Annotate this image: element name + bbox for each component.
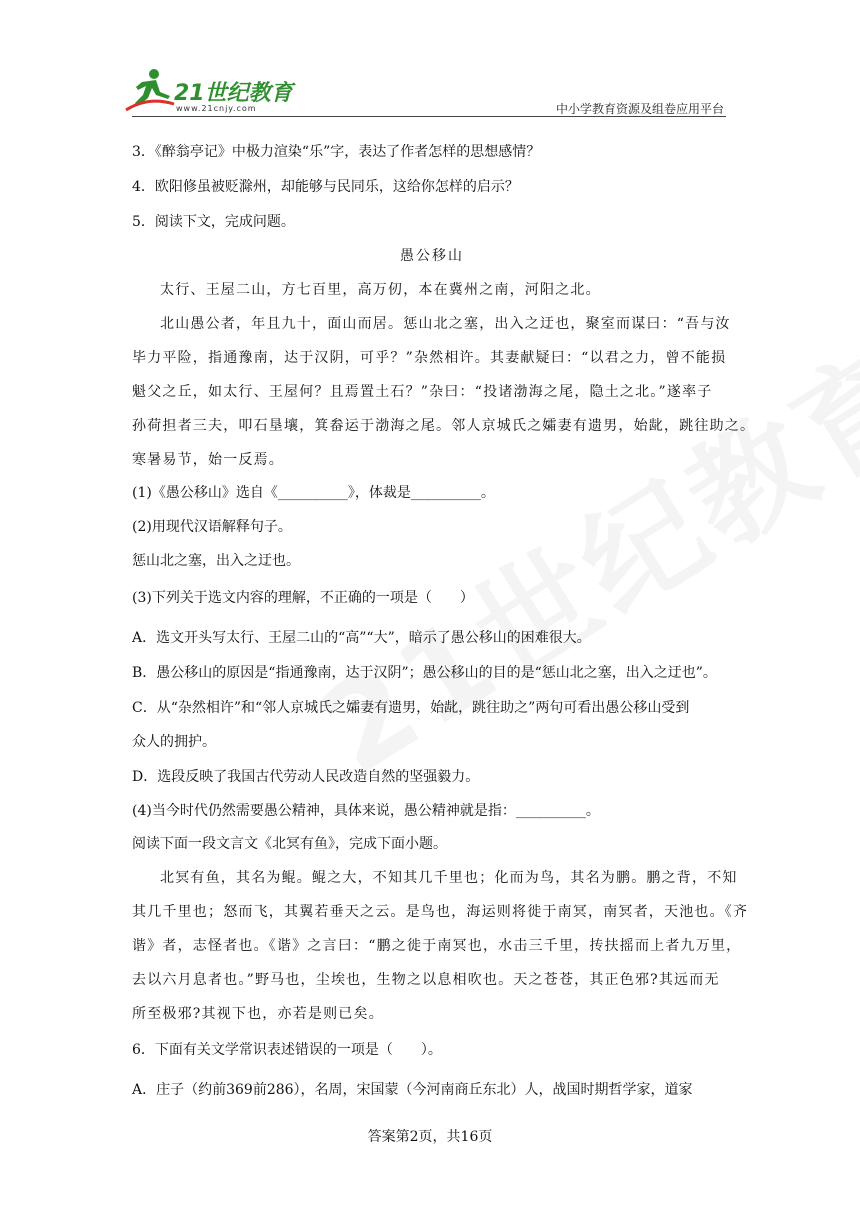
passage-line: 魁父之丘，如太行、王屋何？且焉置土石？”杂曰：“投诸渤海之尾，隐土之北。”遂率子: [132, 384, 713, 400]
reading-intro: 阅读下面一段文言文《北冥有鱼》，完成下面小题。: [132, 836, 447, 852]
passage-title: 愚公移山: [400, 248, 464, 264]
option-a: A．选文开头写太行、王屋二山的“高”“大”，暗示了愚公移山的困难很大。: [132, 630, 591, 646]
question-4: 4．欧阳修虽被贬滁州，却能够与民同乐，这给你怎样的启示？: [132, 179, 519, 195]
platform-name: 中小学教育资源及组卷应用平台: [555, 102, 724, 116]
header-divider: [132, 116, 726, 117]
subquestion-3: (3)下列关于选文内容的理解，不正确的一项是（ ）: [132, 590, 474, 606]
passage-line: 毕力平险，指通豫南，达于汉阴，可乎？”杂然相许。其妻献疑曰：“以君之力，曾不能损: [132, 350, 727, 366]
passage-line: 孙荷担者三夫，叩石垦壤，箕畚运于渤海之尾。邻人京城氏之孀妻有遗男，始龀，跳往助之。: [132, 418, 756, 434]
passage-line: 寒暑易节，始一反焉。: [132, 452, 284, 468]
question-6: 6．下面有关文学常识表述错误的一项是（ ）。: [132, 1042, 442, 1058]
question-6-option-a: A．庄子（约前369前286），名周，宋国蒙（今河南商丘东北）人，战国时期哲学家，道家: [132, 1082, 693, 1098]
question-5: 5．阅读下文，完成问题。: [132, 214, 295, 230]
subquestion-2: (2)用现代汉语解释句子。: [132, 519, 292, 535]
option-b: B．愚公移山的原因是“指通豫南，达于汉阴”；愚公移山的目的是“惩山北之塞，出入之迂也”。: [132, 665, 717, 681]
logo: [124, 62, 294, 118]
subquestion-4: (4)当今时代仍然需要愚公精神，具体来说，愚公精神就是指：__________。: [132, 803, 600, 819]
logo-text: 21世纪教育: [174, 81, 293, 106]
option-c-cont: 众人的拥护。: [132, 734, 216, 750]
runner-logo-icon: [124, 66, 176, 114]
page-header: [124, 62, 724, 118]
page-footer: 答案第2页，共16页: [367, 1129, 493, 1145]
passage-line: 太行、王屋二山，方七百里，高万仞，本在冀州之南，河阳之北。: [160, 282, 601, 298]
question-3: 3．《醉翁亭记》中极力渲染“乐”字，表达了作者怎样的思想感情？: [132, 144, 541, 160]
sentence-to-explain: 惩山北之塞，出入之迂也。: [132, 553, 300, 569]
passage2-line: 谐》者，志怪者也。《谐》之言曰：“鹏之徙于南冥也，水击三千里，抟扶摇而上者九万里，: [132, 938, 742, 954]
passage2-line: 其几千里也；怒而飞，其翼若垂天之云。是鸟也，海运则将徙于南冥，南冥者，天池也。《齐: [132, 904, 749, 920]
subquestion-1: (1)《愚公移山》选自《__________》，体裁是__________。: [132, 485, 495, 501]
passage2-line: 所至极邪?其视下也，亦若是则已矣。: [132, 1006, 384, 1022]
passage2-line: 去以六月息者也。”野马也，尘埃也，生物之以息相吹也。天之苍苍，其正色邪?其远而无: [132, 972, 720, 988]
option-c: C．从“杂然相许”和“邻人京城氏之孀妻有遗男，始龀，跳往助之”两句可看出愚公移山受到: [132, 700, 690, 716]
option-d: D．选段反映了我国古代劳动人民改造自然的坚强毅力。: [132, 769, 480, 785]
passage2-line: 北冥有鱼，其名为鲲。鲲之大，不知其几千里也；化而为鸟，其名为鹏。鹏之背，不知: [160, 870, 738, 886]
watermark: [284, 0, 860, 807]
passage-line: 北山愚公者，年且九十，面山而居。惩山北之塞，出入之迂也，聚室而谋曰：“吾与汝: [160, 316, 731, 332]
logo-url: www.21cnjy.com: [176, 104, 257, 113]
